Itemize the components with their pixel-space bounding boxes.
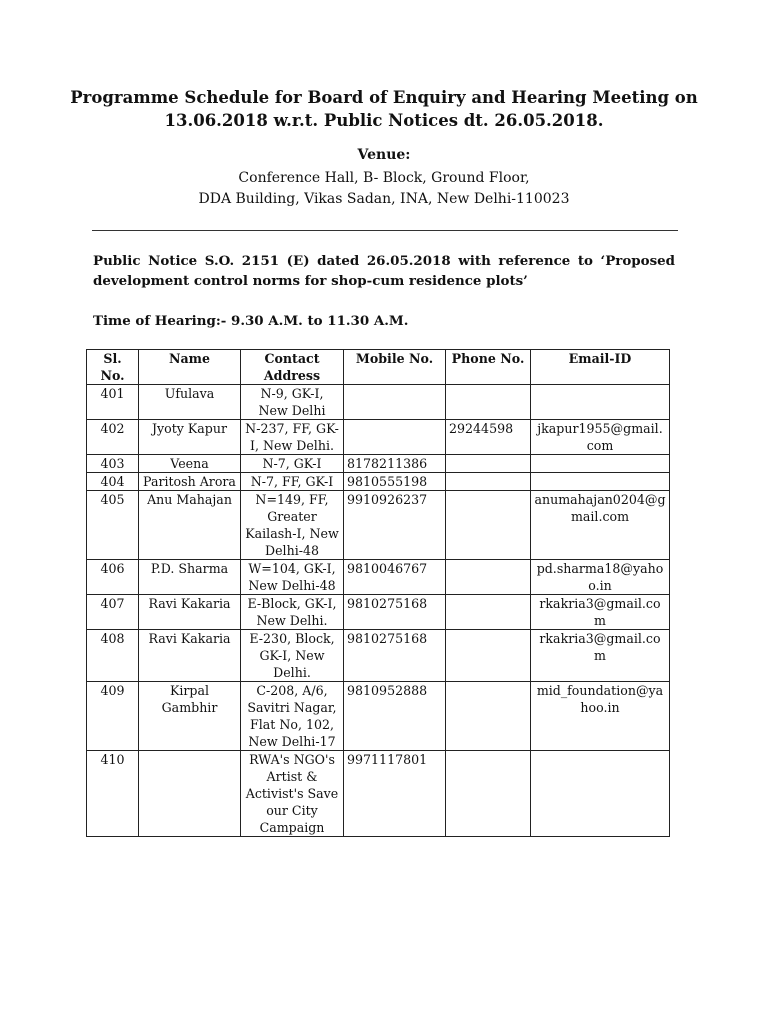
time-of-hearing: Time of Hearing:- 9.30 A.M. to 11.30 A.M. <box>93 313 409 329</box>
cell-mobile-no <box>344 420 446 455</box>
table-row <box>87 595 670 630</box>
cell-name: Paritosh Arora <box>139 473 241 491</box>
header-phone-no: Phone No. <box>446 350 531 385</box>
cell-sl-no: 401 <box>87 385 139 420</box>
cell-contact-address: E-230, Block, GK-I, New Delhi. <box>241 630 344 682</box>
cell-sl-no: 410 <box>87 751 139 837</box>
document-title <box>60 86 708 132</box>
cell-sl-no: 403 <box>87 455 139 473</box>
cell-name: Ravi Kakaria <box>139 630 241 682</box>
cell-phone-no <box>446 491 531 560</box>
cell-sl-no: 408 <box>87 630 139 682</box>
cell-mobile-no: 8178211386 <box>344 455 446 473</box>
table-row <box>87 630 670 682</box>
cell-email-id: mid_foundation@yahoo.in <box>531 682 670 751</box>
header-sl-no: Sl. No. <box>87 350 139 385</box>
cell-mobile-no <box>344 385 446 420</box>
cell-mobile-no: 9810555198 <box>344 473 446 491</box>
cell-name: Ufulava <box>139 385 241 420</box>
cell-mobile-no: 9810275168 <box>344 630 446 682</box>
table-header-row <box>87 350 670 385</box>
cell-sl-no: 409 <box>87 682 139 751</box>
header-email-id: Email-ID <box>531 350 670 385</box>
cell-phone-no <box>446 595 531 630</box>
header-name: Name <box>139 350 241 385</box>
cell-mobile-no: 9810275168 <box>344 595 446 630</box>
cell-name: Jyoty Kapur <box>139 420 241 455</box>
cell-phone-no <box>446 455 531 473</box>
cell-name: Veena <box>139 455 241 473</box>
cell-name: Anu Mahajan <box>139 491 241 560</box>
cell-contact-address: N=149, FF, Greater Kailash-I, New Delhi-48 <box>241 491 344 560</box>
table-row <box>87 682 670 751</box>
cell-mobile-no: 9971117801 <box>344 751 446 837</box>
cell-phone-no <box>446 473 531 491</box>
cell-email-id <box>531 473 670 491</box>
cell-email-id: anumahajan0204@gmail.com <box>531 491 670 560</box>
schedule-table <box>86 349 670 837</box>
venue-line-1: Conference Hall, B- Block, Ground Floor, <box>238 170 530 186</box>
cell-phone-no <box>446 630 531 682</box>
cell-phone-no <box>446 385 531 420</box>
header-contact-address: Contact Address <box>241 350 344 385</box>
cell-phone-no <box>446 560 531 595</box>
cell-contact-address: C-208, A/6, Savitri Nagar, Flat No, 102, New Delhi-17 <box>241 682 344 751</box>
venue-label: Venue: <box>357 147 411 163</box>
cell-email-id: jkapur1955@gmail.com <box>531 420 670 455</box>
table-row <box>87 491 670 560</box>
cell-sl-no: 405 <box>87 491 139 560</box>
cell-phone-no <box>446 682 531 751</box>
cell-phone-no <box>446 751 531 837</box>
cell-contact-address: N-7, FF, GK-I <box>241 473 344 491</box>
cell-mobile-no: 9910926237 <box>344 491 446 560</box>
table-row <box>87 420 670 455</box>
cell-name: P.D. Sharma <box>139 560 241 595</box>
cell-email-id <box>531 385 670 420</box>
cell-contact-address: N-237, FF, GK-I, New Delhi. <box>241 420 344 455</box>
cell-contact-address: N-7, GK-I <box>241 455 344 473</box>
cell-contact-address: E-Block, GK-I, New Delhi. <box>241 595 344 630</box>
table-row <box>87 455 670 473</box>
public-notice-text: Public Notice S.O. 2151 (E) dated 26.05.2018 with reference to ‘Proposed development control norms for shop-cum residence plots’ <box>93 253 675 289</box>
cell-name: Kirpal Gambhir <box>139 682 241 751</box>
title-line-2: 13.06.2018 w.r.t. Public Notices dt. 26.05.2018. <box>164 111 604 130</box>
cell-email-id: pd.sharma18@yahoo.in <box>531 560 670 595</box>
cell-contact-address: RWA's NGO's Artist & Activist's Save our City Campaign <box>241 751 344 837</box>
table-row <box>87 385 670 420</box>
cell-mobile-no: 9810046767 <box>344 560 446 595</box>
table-row <box>87 751 670 837</box>
cell-sl-no: 402 <box>87 420 139 455</box>
cell-contact-address: W=104, GK-I, New Delhi-48 <box>241 560 344 595</box>
cell-sl-no: 406 <box>87 560 139 595</box>
cell-mobile-no: 9810952888 <box>344 682 446 751</box>
venue-line-2: DDA Building, Vikas Sadan, INA, New Delhi-110023 <box>198 191 570 207</box>
title-line-1: Programme Schedule for Board of Enquiry and Hearing Meeting on <box>70 88 698 107</box>
cell-sl-no: 407 <box>87 595 139 630</box>
cell-sl-no: 404 <box>87 473 139 491</box>
horizontal-divider <box>92 230 678 231</box>
cell-email-id: rkakria3@gmail.com <box>531 595 670 630</box>
cell-name <box>139 751 241 837</box>
table-row <box>87 560 670 595</box>
header-mobile-no: Mobile No. <box>344 350 446 385</box>
cell-name: Ravi Kakaria <box>139 595 241 630</box>
cell-email-id <box>531 751 670 837</box>
table-row <box>87 473 670 491</box>
cell-phone-no: 29244598 <box>446 420 531 455</box>
cell-contact-address: N-9, GK-I, New Delhi <box>241 385 344 420</box>
cell-email-id: rkakria3@gmail.com <box>531 630 670 682</box>
cell-email-id <box>531 455 670 473</box>
